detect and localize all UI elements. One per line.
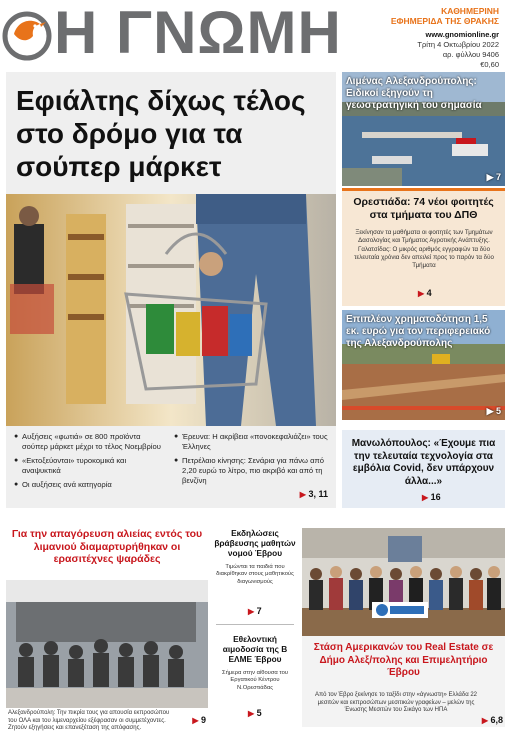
bird-logo-icon — [2, 4, 52, 62]
page-reference: ▶ 5 — [486, 406, 501, 416]
bullets-right-column — [174, 432, 332, 490]
page-reference: ▶ 3, 11 — [299, 489, 328, 499]
story-orestiada[interactable] — [342, 188, 505, 306]
bullet-item[interactable]: ● Πετρέλαιο κίνησης: Σενάρια για πάνω από 2,20 ευρώ το λίτρο, πιο ακριβό και από τη βενζίνη — [174, 456, 332, 486]
bullet-item[interactable]: ● Αυξήσεις «φωτιά» σε 800 προϊόντα σούπερ μάρκετ μέχρι το τέλος Νοεμβρίου — [14, 432, 166, 452]
main-story[interactable] — [6, 72, 336, 508]
tagline: ΚΑΘΗΜΕΡΙΝΗ ΕΦΗΜΕΡΙΔΑ ΤΗΣ ΘΡΑΚΗΣ — [390, 6, 499, 26]
american-title[interactable]: Στάση Αμερικανών του Real Estate σε Δήμο Αλεξ/πολης και Επιμελητήριο Έβρου — [313, 642, 494, 678]
fishers-title[interactable]: Για την απαγόρευση αλιείας εντός του λιμανιού διαμαρτυρήθηκαν οι ερασιτέχνες ψαράδες — [11, 528, 203, 565]
chrimato-title[interactable]: Επιπλέον χρηματοδότηση 1,5 εκ. ευρώ για τον περιφερειακό της Αλεξανδρούπολης — [346, 314, 491, 349]
page-reference: ▶ 16 — [422, 492, 441, 502]
arrow-right-icon: ▶ — [418, 289, 425, 298]
manol-title[interactable]: Μανωλόπουλος: «Έχουμε πια την τελευταία τεχνολογία στα εμβόλια Covid, δεν υπάρχουν άλλα...» — [351, 438, 496, 487]
arrow-right-icon: ▶ — [248, 709, 255, 718]
main-headline[interactable]: Εφιάλτης δίχως τέλος στο δρόμο για τα σούπερ μάρκετ — [16, 85, 306, 182]
fishers-meeting-photo — [6, 580, 208, 708]
story-american-realtors[interactable] — [302, 528, 505, 727]
awards-text: Τιμώνται τα παιδιά που διακρίθηκαν στους μαθητικούς διαγωνισμούς — [216, 564, 294, 585]
page-reference: ▶ 9 — [192, 715, 206, 725]
bullets-left-column — [14, 432, 166, 494]
fishers-text: Αλεξανδρούπολη: Την πικρία τους για απουσία εκπροσώπου του ΟΛΑ και του λιμεναρχείου εξέφρασαν οι συμμετέχοντες. Ζητούν εξηγήσεις και επανεξέταση της απόφασης. — [8, 710, 170, 731]
page-reference: ▶ 5 — [248, 708, 262, 718]
story-blood-donation[interactable] — [212, 634, 298, 692]
newspaper-logo: Η ΓΝΩΜΗ — [54, 0, 342, 66]
story-limenas[interactable] — [342, 72, 505, 186]
supermarket-photo — [6, 194, 336, 426]
bullet-item[interactable]: ● Έρευνα: Η ακρίβεια «πονοκεφαλιάζει» τους Έλληνες — [174, 432, 332, 452]
story-chrimatodotisi[interactable] — [342, 310, 505, 420]
blood-title[interactable]: Εθελοντική αιμοδοσία της Β ΕΛΜΕ Έβρου — [222, 634, 288, 664]
issue-price: €0,60 — [480, 60, 499, 69]
blood-text: Σήμερα στην αίθουσα του Εργατικού Κέντρου Ν.Ορεστιάδας — [222, 670, 288, 691]
story-awards[interactable] — [212, 528, 298, 586]
arrow-right-icon: ▶ — [299, 490, 306, 499]
story-fishers[interactable] — [6, 522, 208, 731]
arrow-right-icon: ▶ — [481, 716, 488, 725]
divider — [216, 624, 294, 625]
arrow-right-icon: ▶ — [192, 716, 199, 725]
arrow-right-icon: ▶ — [422, 493, 429, 502]
bullet-item[interactable]: ● «Εκτοξεύονται» τυροκομικά και αναψυκτικά — [14, 456, 166, 476]
american-text: Από τον Έβρο ξεκίνησε το ταξίδι στην «άγνωστη» Ελλάδα 22 μεσιτών και εκπροσώπων μεσιτικών γραφείων – μελών της Ένωσης Μεσιτών του Σικάγο των ΗΠΑ — [315, 692, 477, 713]
page-reference: ▶ 4 — [418, 288, 432, 298]
issue-number: αρ. φύλλου 9406 — [442, 50, 499, 59]
story-manolopoulos[interactable] — [342, 430, 505, 508]
website-link[interactable]: www.gnomionline.gr — [425, 30, 499, 39]
page-reference: ▶ 7 — [248, 606, 262, 616]
arrow-right-icon: ▶ — [248, 607, 255, 616]
bullet-item[interactable]: ● Οι αυξήσεις ανά κατηγορία — [14, 480, 166, 490]
page-reference: ▶ 7 — [486, 172, 501, 182]
page-reference: ▶ 6,8 — [481, 715, 503, 725]
issue-date: Τρίτη 4 Οκτωβρίου 2022 — [417, 40, 499, 49]
orestiada-title[interactable]: Ορεστιάδα: 74 νέοι φοιτητές στα τμήματα του ΔΠΘ — [353, 196, 494, 221]
group-photo — [302, 528, 505, 636]
orestiada-text: Ξεκίνησαν τα μαθήματα οι φοιτητές των Τμημάτων Δασολογίας και Τμήματος Αγροτικής Ανάπτυξης. Γαλατσίδας: Ο μικρός αριθμός εγγραφών τα δύο τελευταία χρόνια δεν απειλεί προς το παρόν τα δύο Τμήματα — [354, 229, 494, 270]
middle-column — [212, 522, 298, 727]
issue-meta — [349, 30, 499, 70]
limenas-title[interactable]: Λιμένας Αλεξανδρούπολης: Ειδικοί εξηγούν τη γεωστρατηγική του σημασία — [346, 76, 482, 111]
masthead — [0, 0, 507, 70]
awards-title[interactable]: Εκδηλώσεις βράβευσης μαθητών νομού Έβρου — [214, 528, 296, 558]
main-story-bullets — [14, 432, 334, 506]
